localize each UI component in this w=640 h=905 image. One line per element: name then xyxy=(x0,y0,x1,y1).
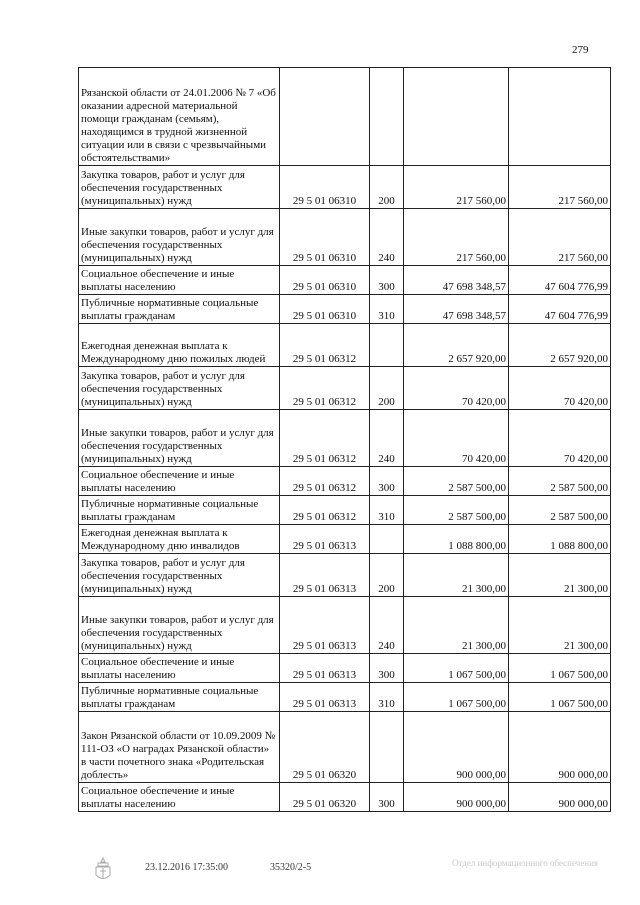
row-name: Публичные нормативные социальные выплаты гражданам xyxy=(79,496,280,525)
row-name: Социальное обеспечение и иные выплаты населению xyxy=(79,266,280,295)
row-sum-1: 217 560,00 xyxy=(404,209,509,266)
row-expense-type xyxy=(370,324,404,367)
row-name: Публичные нормативные социальные выплаты гражданам xyxy=(79,683,280,712)
row-name: Ежегодная денежная выплата к Международному дню пожилых людей xyxy=(79,324,280,367)
row-sum-1: 1 067 500,00 xyxy=(404,683,509,712)
row-target-code: 29 5 01 06312 xyxy=(280,496,370,525)
row-expense-type: 200 xyxy=(370,554,404,597)
row-sum-1: 2 587 500,00 xyxy=(404,467,509,496)
row-target-code: 29 5 01 06310 xyxy=(280,295,370,324)
table-row xyxy=(79,554,611,597)
row-expense-type xyxy=(370,525,404,554)
budget-table-body xyxy=(79,68,611,812)
row-sum-2: 47 604 776,99 xyxy=(509,266,611,295)
row-sum-1: 47 698 348,57 xyxy=(404,266,509,295)
row-target-code: 29 5 01 06320 xyxy=(280,783,370,812)
row-target-code: 29 5 01 06310 xyxy=(280,166,370,209)
table-row xyxy=(79,324,611,367)
row-name: Закупка товаров, работ и услуг для обеспечения государственных (муниципальных) нужд xyxy=(79,367,280,410)
row-expense-type: 300 xyxy=(370,654,404,683)
row-target-code: 29 5 01 06313 xyxy=(280,525,370,554)
table-row xyxy=(79,525,611,554)
row-sum-2: 2 587 500,00 xyxy=(509,467,611,496)
row-expense-type: 200 xyxy=(370,367,404,410)
row-sum-1: 217 560,00 xyxy=(404,166,509,209)
budget-table xyxy=(78,67,611,812)
table-row xyxy=(79,367,611,410)
row-name: Социальное обеспечение и иные выплаты населению xyxy=(79,783,280,812)
row-sum-1: 47 698 348,57 xyxy=(404,295,509,324)
table-row xyxy=(79,683,611,712)
row-target-code: 29 5 01 06313 xyxy=(280,554,370,597)
table-row xyxy=(79,496,611,525)
table-row xyxy=(79,467,611,496)
row-sum-2: 70 420,00 xyxy=(509,367,611,410)
row-expense-type: 240 xyxy=(370,209,404,266)
department-watermark: Отдел информационного обеспечения xyxy=(451,858,599,868)
row-expense-type: 300 xyxy=(370,783,404,812)
row-expense-type: 240 xyxy=(370,597,404,654)
row-name: Закупка товаров, работ и услуг для обеспечения государственных (муниципальных) нужд xyxy=(79,554,280,597)
row-name: Иные закупки товаров, работ и услуг для обеспечения государственных (муниципальных) нужд xyxy=(79,597,280,654)
table-row xyxy=(79,166,611,209)
table-row xyxy=(79,654,611,683)
row-sum-2: 21 300,00 xyxy=(509,597,611,654)
row-sum-1: 1 088 800,00 xyxy=(404,525,509,554)
row-target-code: 29 5 01 06313 xyxy=(280,597,370,654)
row-sum-1: 1 067 500,00 xyxy=(404,654,509,683)
row-expense-type: 300 xyxy=(370,467,404,496)
coat-of-arms-icon xyxy=(92,856,114,884)
row-expense-type xyxy=(370,68,404,166)
row-sum-2: 2 657 920,00 xyxy=(509,324,611,367)
page-number: 279 xyxy=(572,44,589,56)
row-expense-type: 310 xyxy=(370,295,404,324)
row-sum-1: 900 000,00 xyxy=(404,783,509,812)
row-sum-1: 21 300,00 xyxy=(404,554,509,597)
row-expense-type: 310 xyxy=(370,683,404,712)
row-target-code: 29 5 01 06313 xyxy=(280,683,370,712)
table-row xyxy=(79,783,611,812)
table-row xyxy=(79,410,611,467)
row-sum-2: 1 067 500,00 xyxy=(509,683,611,712)
row-expense-type: 240 xyxy=(370,410,404,467)
table-row xyxy=(79,266,611,295)
row-name: Иные закупки товаров, работ и услуг для обеспечения государственных (муниципальных) нужд xyxy=(79,209,280,266)
table-row xyxy=(79,712,611,783)
row-expense-type: 300 xyxy=(370,266,404,295)
row-target-code: 29 5 01 06313 xyxy=(280,654,370,683)
table-row xyxy=(79,209,611,266)
row-target-code: 29 5 01 06320 xyxy=(280,712,370,783)
row-sum-2: 70 420,00 xyxy=(509,410,611,467)
row-sum-2: 900 000,00 xyxy=(509,783,611,812)
row-sum-1: 21 300,00 xyxy=(404,597,509,654)
row-sum-2: 900 000,00 xyxy=(509,712,611,783)
row-expense-type: 310 xyxy=(370,496,404,525)
row-sum-2: 47 604 776,99 xyxy=(509,295,611,324)
row-target-code xyxy=(280,68,370,166)
footer-document-number: 35320/2-5 xyxy=(270,862,312,873)
table-row xyxy=(79,68,611,166)
row-sum-1: 900 000,00 xyxy=(404,712,509,783)
row-sum-1: 2 657 920,00 xyxy=(404,324,509,367)
row-sum-2: 1 067 500,00 xyxy=(509,654,611,683)
row-target-code: 29 5 01 06312 xyxy=(280,367,370,410)
row-target-code: 29 5 01 06312 xyxy=(280,410,370,467)
row-name: Закон Рязанской области от 10.09.2009 № 111-ОЗ «О наградах Рязанской области» в части почетного знака «Родительская доблесть» xyxy=(79,712,280,783)
row-expense-type: 200 xyxy=(370,166,404,209)
row-sum-2: 217 560,00 xyxy=(509,166,611,209)
row-name: Ежегодная денежная выплата к Международному дню инвалидов xyxy=(79,525,280,554)
row-target-code: 29 5 01 06310 xyxy=(280,209,370,266)
row-name: Социальное обеспечение и иные выплаты населению xyxy=(79,467,280,496)
row-sum-2: 217 560,00 xyxy=(509,209,611,266)
row-sum-1: 70 420,00 xyxy=(404,367,509,410)
row-sum-1: 2 587 500,00 xyxy=(404,496,509,525)
row-name: Социальное обеспечение и иные выплаты населению xyxy=(79,654,280,683)
row-sum-2 xyxy=(509,68,611,166)
row-target-code: 29 5 01 06310 xyxy=(280,266,370,295)
table-row xyxy=(79,597,611,654)
table-row xyxy=(79,295,611,324)
row-name: Публичные нормативные социальные выплаты гражданам xyxy=(79,295,280,324)
row-sum-2: 21 300,00 xyxy=(509,554,611,597)
row-name: Рязанской области от 24.01.2006 № 7 «Об оказании адресной материальной помощи гражданам (семьям), находящимся в трудной жизненной ситуации или в связи с чрезвычайными обстоятельствами» xyxy=(79,68,280,166)
row-name: Закупка товаров, работ и услуг для обеспечения государственных (муниципальных) нужд xyxy=(79,166,280,209)
row-name: Иные закупки товаров, работ и услуг для обеспечения государственных (муниципальных) нужд xyxy=(79,410,280,467)
row-sum-2: 2 587 500,00 xyxy=(509,496,611,525)
row-sum-1 xyxy=(404,68,509,166)
row-expense-type xyxy=(370,712,404,783)
row-target-code: 29 5 01 06312 xyxy=(280,467,370,496)
row-sum-2: 1 088 800,00 xyxy=(509,525,611,554)
footer-timestamp: 23.12.2016 17:35:00 xyxy=(145,862,229,873)
row-sum-1: 70 420,00 xyxy=(404,410,509,467)
row-target-code: 29 5 01 06312 xyxy=(280,324,370,367)
